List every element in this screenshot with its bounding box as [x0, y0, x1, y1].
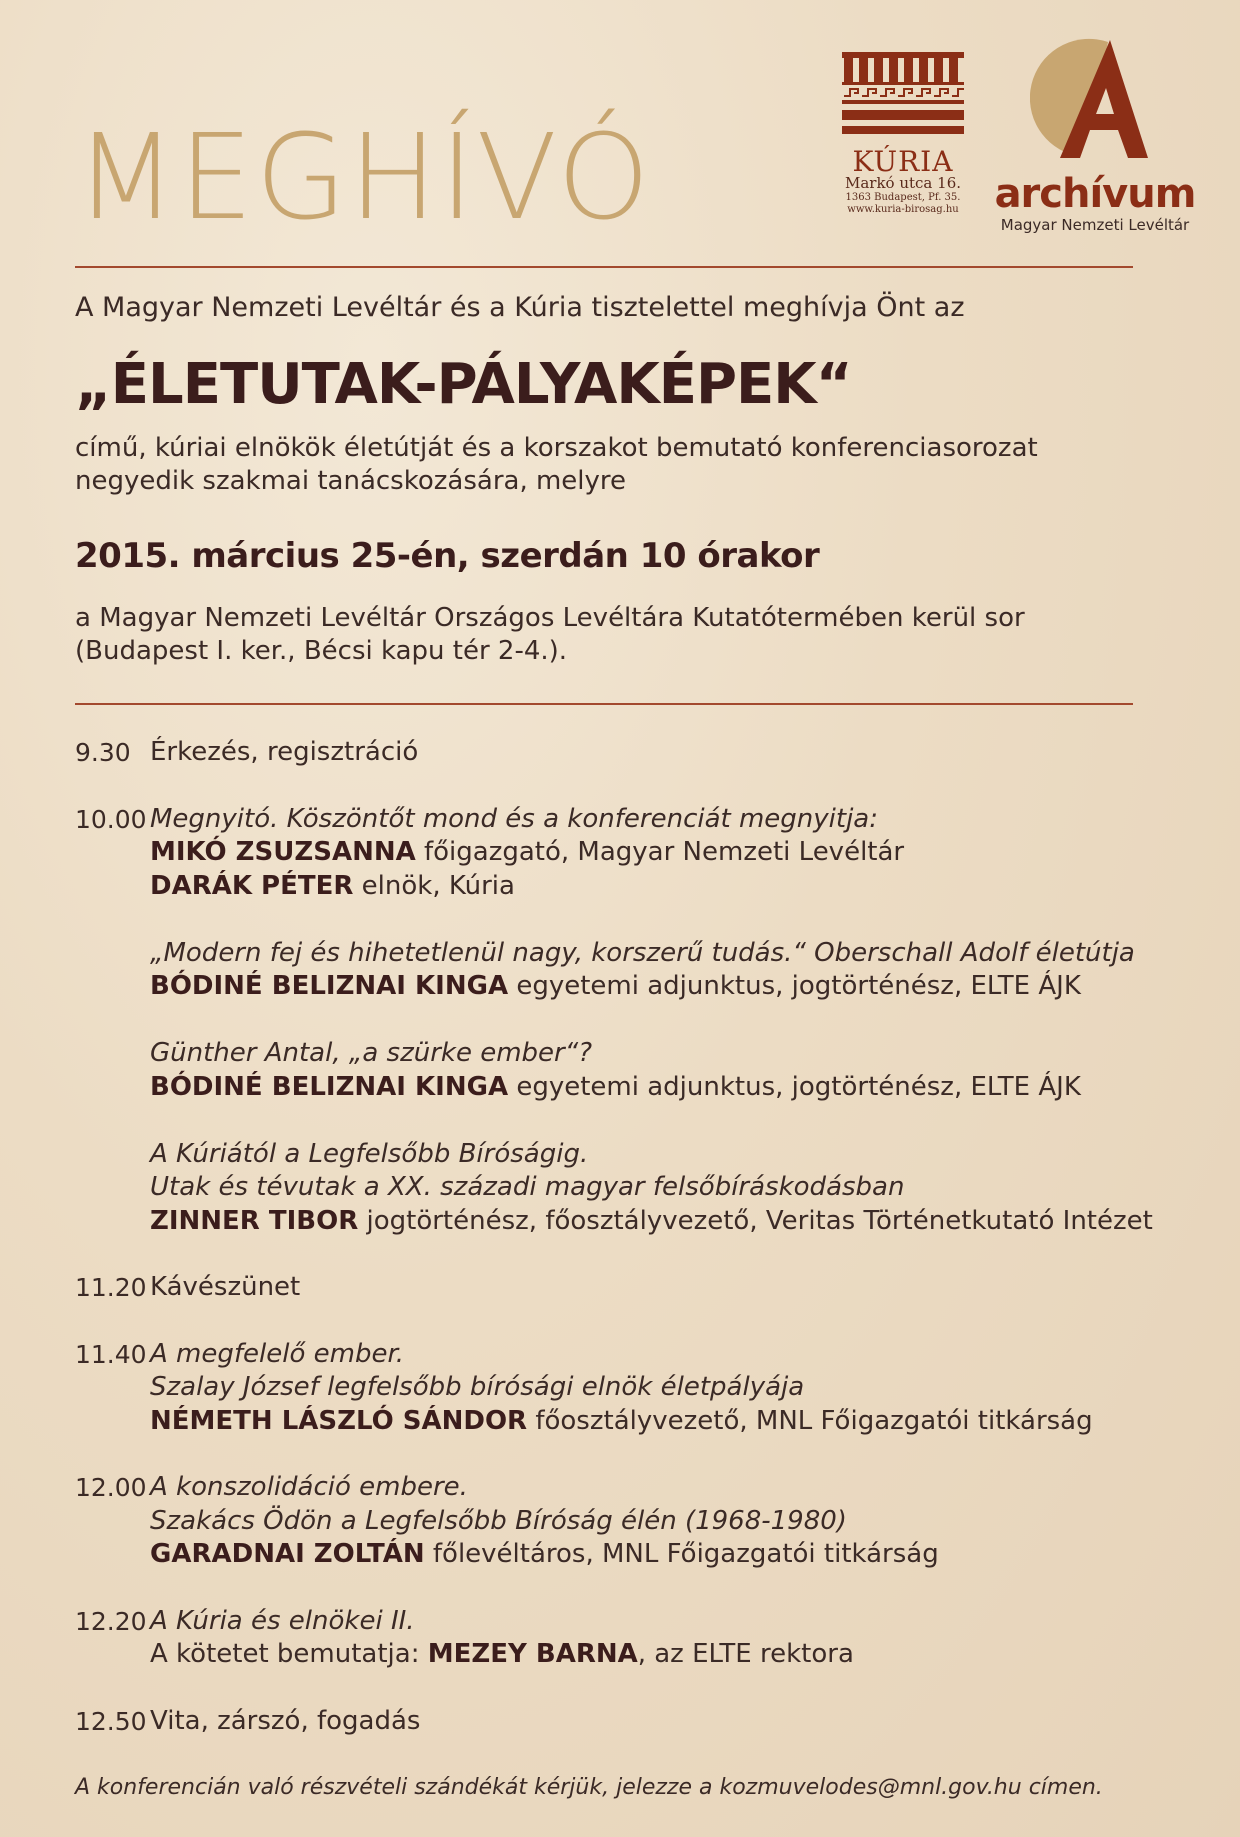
speaker-role: jogtörténész, főosztályvezető, Veritas Történetkutató Intézet — [358, 1205, 1153, 1236]
event-venue — [75, 602, 1155, 668]
speaker-role: , az ELTE rektora — [637, 1639, 854, 1669]
program-item — [75, 1605, 1175, 1672]
speaker-name: MIKÓ ZSUZSANNA — [150, 837, 416, 867]
talk-subtitle: Szalay József legfelsőbb bírósági elnök életpályája — [150, 1372, 805, 1402]
speaker-line — [150, 836, 1175, 870]
program-time: 11.20 — [75, 1273, 147, 1302]
talk-title: Günther Antal, „a szürke ember“? — [150, 1038, 592, 1068]
program-time: 10.00 — [75, 804, 147, 834]
intro-text: A Magyar Nemzeti Levéltár és a Kúria tisztelettel meghívja Önt az — [75, 292, 965, 323]
talk-title: A Kúriától a Legfelsőbb Bíróságig. — [150, 1138, 589, 1169]
divider-top — [75, 266, 1133, 268]
speaker-name: MEZEY BARNA — [427, 1639, 638, 1669]
archivum-subtitle: Magyar Nemzeti Levéltár — [1000, 216, 1190, 234]
program-time: 12.50 — [75, 1706, 147, 1736]
program-time: 12.20 — [75, 1606, 147, 1636]
kuria-name: KÚRIA — [852, 145, 954, 178]
speaker-line — [150, 1071, 1175, 1105]
archivum-name: archívum — [994, 171, 1196, 217]
speaker-name: BÓDINÉ BELIZNAI KINGA — [150, 1071, 509, 1102]
speaker-name: GARADNAI ZOLTÁN — [150, 1539, 425, 1569]
talk-title: „Modern fej és hihetetlenül nagy, korszerű tudás.“ Oberschall Adolf életútja — [150, 937, 1135, 968]
program-time: 11.40 — [75, 1339, 147, 1369]
program-item — [75, 1338, 1175, 1439]
talk-title: A Kúria és elnökei II. — [150, 1605, 415, 1636]
program-time: 9.30 — [75, 738, 131, 767]
presenter-prefix: A kötetet bemutatja: — [150, 1639, 428, 1669]
talk-subtitle: Szakács Ödön a Legfelsőbb Bíróság élén (1968-1980) — [150, 1505, 847, 1536]
event-description — [75, 432, 1155, 498]
talk-title: A konszolidáció embere. — [150, 1472, 468, 1502]
program-time: 12.00 — [75, 1473, 147, 1502]
kuria-web: www.kuria-birosag.hu — [847, 204, 959, 216]
speaker-role: elnök, Kúria — [353, 870, 515, 901]
speaker-role: főosztályvezető, MNL Főigazgatói titkárság — [527, 1405, 1093, 1436]
program-text: Kávészünet — [150, 1272, 301, 1302]
talk-title: A megfelelő ember. — [150, 1338, 405, 1369]
program-text: Érkezés, regisztráció — [150, 737, 419, 767]
speaker-name: DARÁK PÉTER — [150, 870, 354, 901]
program-item — [75, 1271, 1175, 1305]
divider-middle — [75, 703, 1133, 705]
kuria-address: Markó utca 16. — [844, 174, 961, 192]
speaker-role: főigazgató, Magyar Nemzeti Levéltár — [415, 837, 905, 867]
program-opening: Megnyitó. Köszöntőt mond és a konferenciát megnyitja: — [150, 803, 878, 834]
kuria-building-icon — [838, 52, 968, 140]
rsvp-note: A konferencián való részvételi szándékát kérjük, jelezze a kozmuvelodes@mnl.gov.hu címen. — [75, 1775, 1103, 1800]
speaker-line — [150, 870, 1175, 904]
venue-line-1: a Magyar Nemzeti Levéltár Országos Levéltára Kutatótermében kerül sor — [75, 603, 1025, 633]
speaker-line — [150, 1538, 1175, 1572]
kuria-logo — [838, 52, 968, 217]
event-date: 2015. március 25-én, szerdán 10 órakor — [75, 536, 820, 576]
speaker-name: ZINNER TIBOR — [150, 1205, 359, 1236]
talk-subtitle: Utak és tévutak a XX. századi magyar felsőbíráskodásban — [150, 1172, 905, 1202]
program-item — [75, 736, 1175, 770]
speaker-line — [150, 1205, 1175, 1239]
description-line-2: negyedik szakmai tanácskozására, melyre — [75, 466, 627, 496]
event-title: „ÉLETUTAK-PÁLYAKÉPEK“ — [75, 352, 852, 417]
program-item — [75, 1471, 1175, 1572]
archivum-a-icon — [1030, 38, 1160, 166]
description-line-1: című, kúriai elnökök életútját és a korszakot bemutató konferenciasorozat — [75, 433, 1038, 463]
speaker-name: NÉMETH LÁSZLÓ SÁNDOR — [150, 1405, 528, 1436]
kuria-postal: 1363 Budapest, Pf. 35. — [845, 191, 961, 203]
speaker-role: egyetemi adjunktus, jogtörténész, ELTE ÁJK — [508, 1071, 1081, 1102]
speaker-line — [150, 1405, 1175, 1439]
speaker-role: főlevéltáros, MNL Főigazgatói titkárság — [424, 1539, 939, 1569]
speaker-role: egyetemi adjunktus, jogtörténész, ELTE ÁJK — [508, 971, 1081, 1001]
page-title: MEGHÍVÓ — [75, 108, 652, 246]
venue-line-2: (Budapest I. ker., Bécsi kapu tér 2-4.). — [75, 636, 568, 666]
speaker-line — [150, 1638, 1175, 1672]
program-item — [75, 803, 1175, 1239]
speaker-name: BÓDINÉ BELIZNAI KINGA — [150, 971, 509, 1001]
archivum-logo — [990, 38, 1200, 234]
speaker-line — [150, 970, 1175, 1004]
program-list — [75, 736, 1175, 1771]
program-item — [75, 1705, 1175, 1739]
program-text: Vita, zárszó, fogadás — [150, 1705, 421, 1736]
